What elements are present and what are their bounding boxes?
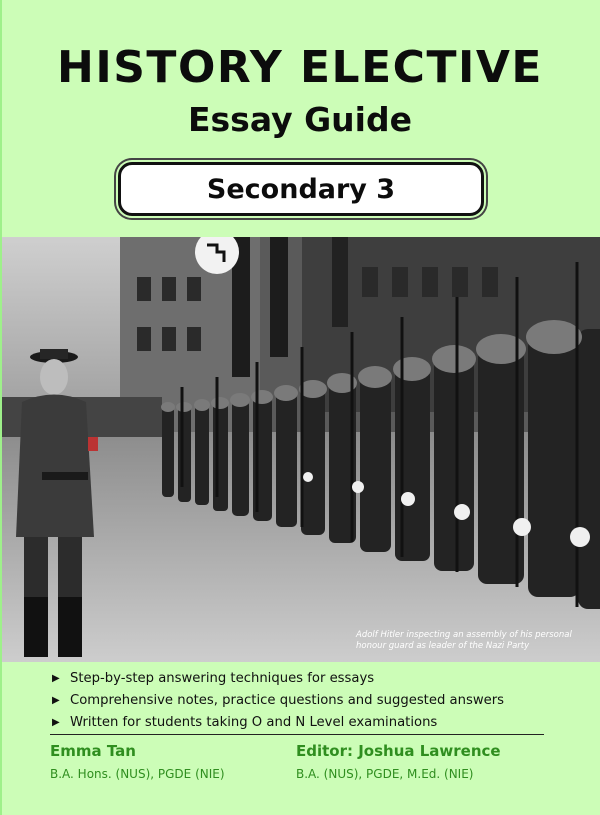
editor-name: Editor: Joshua Lawrence xyxy=(296,742,501,760)
bullet-arrow-icon: ▶ xyxy=(52,717,60,728)
feature-text: Comprehensive notes, practice questions and suggested answers xyxy=(70,693,505,708)
level-label: Secondary 3 xyxy=(206,173,396,205)
credits-divider xyxy=(50,734,544,735)
editor-credentials: B.A. (NUS), PGDE, M.Ed. (NIE) xyxy=(296,767,474,781)
feature-text: Step-by-step answering techniques for essays xyxy=(70,671,375,686)
cover-subtitle: Essay Guide xyxy=(188,100,412,139)
bullet-arrow-icon: ▶ xyxy=(52,695,60,706)
level-badge xyxy=(118,162,484,216)
cover-photo xyxy=(2,237,600,662)
feature-list xyxy=(50,668,570,734)
author-name: Emma Tan xyxy=(50,742,136,760)
feature-item xyxy=(50,668,570,690)
feature-text: Written for students taking O and N Level examinations xyxy=(70,715,438,730)
photo-caption: Adolf Hitler inspecting an assembly of his personal honour guard as leader of the Nazi Party xyxy=(356,630,572,651)
historical-photo-illustration xyxy=(2,237,600,662)
author-credentials: B.A. Hons. (NUS), PGDE (NIE) xyxy=(50,767,225,781)
feature-item xyxy=(50,690,570,712)
feature-item xyxy=(50,712,570,734)
cover-title: HISTORY ELECTIVE xyxy=(57,42,543,93)
bullet-arrow-icon: ▶ xyxy=(52,673,60,684)
